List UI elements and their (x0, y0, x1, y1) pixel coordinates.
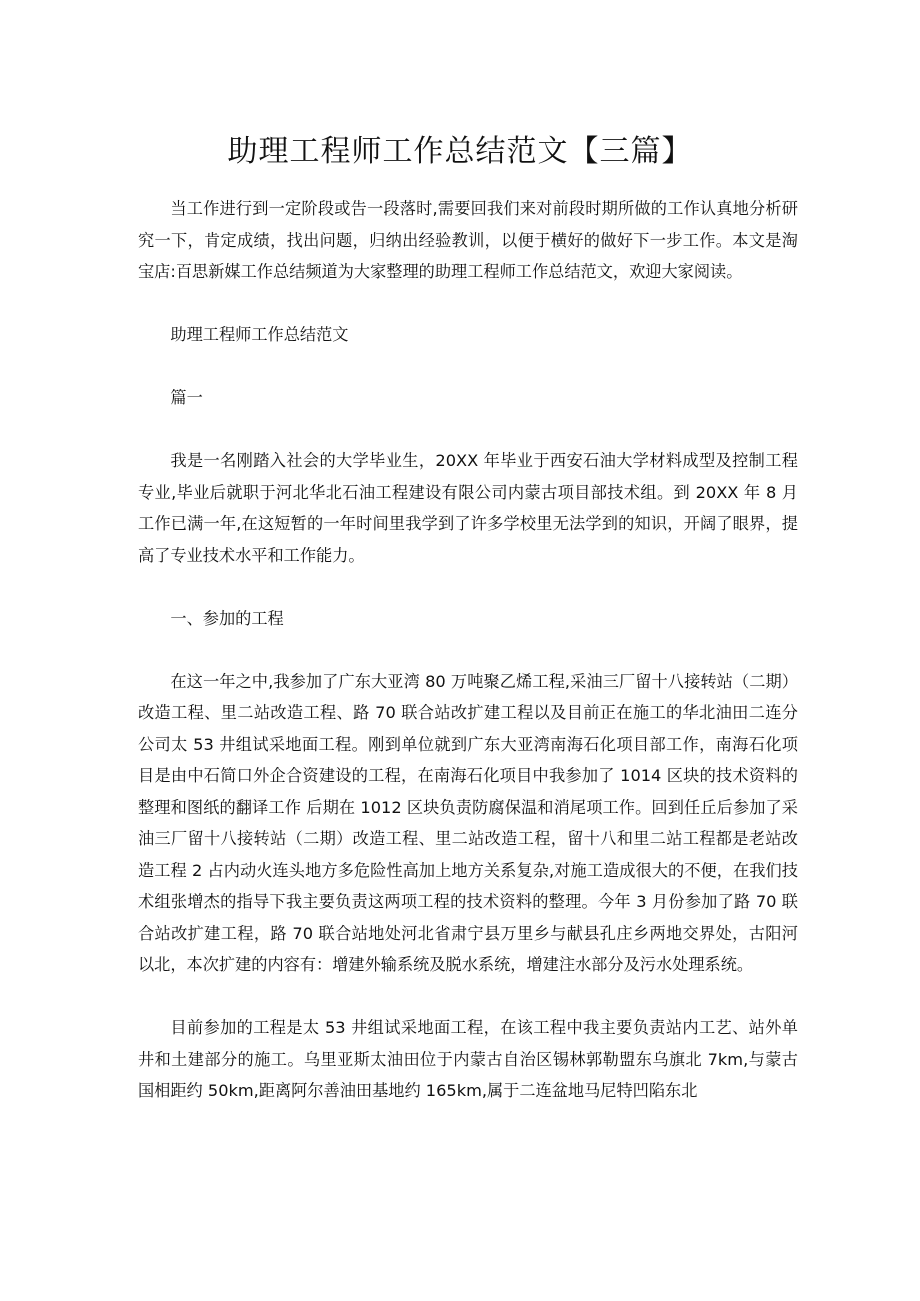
subsection-heading: 一、参加的工程 (170, 608, 284, 628)
document-body (138, 193, 798, 1107)
part-heading: 篇一 (170, 388, 203, 407)
paragraph-gap (138, 634, 798, 666)
body-paragraph: 目前参加的工程是太 53 井组试采地面工程，在该工程中我主要负责站内工艺、站外单井和土建部分的施工。乌里亚斯太油田位于内蒙古自治区锡林郭勒盟东乌旗北 7km,与蒙古国相距约 50km,距离阿尔善油田基地约 165km,属于二连盆地马尼特凹陷东北 (138, 1018, 798, 1100)
document-title: 助理工程师工作总结范文【三篇】 (227, 134, 693, 169)
paragraph-gap (138, 981, 798, 1013)
paragraph-gap (138, 288, 798, 320)
body-paragraph: 我是一名刚踏入社会的大学毕业生，20XX 年毕业于西安石油大学材料成型及控制工程专业,毕业后就职于河北华北石油工程建设有限公司内蒙古项目部技术组。到 20XX 年 8 月工作已满一年,在这短暂的一年时间里我学到了许多学校里无法学到的知识，开阔了眼界，提高了专业技术水平和工作能力。 (138, 451, 798, 565)
paragraph-gap (138, 414, 798, 446)
paragraph-gap (138, 571, 798, 603)
paragraph-gap (138, 351, 798, 383)
intro-paragraph: 当工作进行到一定阶段或告一段落时,需要回我们来对前段时期所做的工作认真地分析研究一下，肯定成绩，找出问题，归纳出经验教训，以便于横好的做好下一步工作。本文是淘宝店:百思新媒工作总结频道为大家整理的助理工程师工作总结范文，欢迎大家阅读。 (138, 199, 798, 281)
body-paragraph: 在这一年之中,我参加了广东大亚湾 80 万吨聚乙烯工程,采油三厂留十八接转站（二期）改造工程、里二站改造工程、路 70 联合站改扩建工程以及目前正在施工的华北油田二连分公司太 53 井组试采地面工程。刚到单位就到广东大亚湾南海石化项目部工作，南海石化项目是由中石简口外企合资建设的工程，在南海石化项目中我参加了 1014 区块的技术资料的整理和图纸的翻译工作 后期在 1012 区块负责防腐保温和消尾项工作。回到任丘后参加了采油三厂留十八接转站（二期）改造工程、里二站改造工程，留十八和里二站工程都是老站改造工程 2 占内动火连头地方多危险性高加上地方关系复杂,对施工造成很大的不便，在我们技术组张增杰的指导下我主要负责这两项工程的技术资料的整理。今年 3 月份参加了路 70 联合站改扩建工程，路 70 联合站地处河北省肃宁县万里乡与献县孔庄乡两地交界处，古阳河以北，本次扩建的内容有：增建外输系统及脱水系统，增建注水部分及污水处理系统。 (138, 671, 798, 974)
section-heading: 助理工程师工作总结范文 (170, 325, 349, 344)
